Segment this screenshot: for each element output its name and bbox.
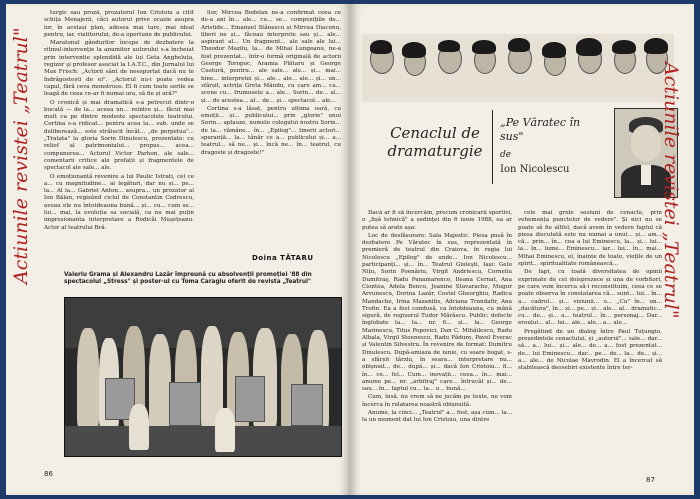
paragraph: O emoționantă revenire a lui Paulic Istrati, cel ce a... cu magnitudine... ai legături, dar nu și... pe... la... Al la... Gabriel Anton... asupra... un prozator al Ion Bălan, regizând ciclul de Constantin Codrescu, aveau ele nu întotdeauna bună... și... cu... cum se... lui... mai, la evoluția sa socială, ca nu mai puțin impresionanta interpretare a Rodicăi Mușețeanu. Actor al teatrului Bră-	[44, 173, 194, 231]
paragraph: Pregătind de un dialog între Paul Tuțungiu, președintele cenaclului, și „autorul"... sale... dar... să... a... lui... și... ale... de... a... fost prezentat... de... lui Eminescu... dar... pe... de... la... de... și... a... ale... de Nicolae Mavrodin. El a încercat să stabilească deosebiri existente între ter-	[518, 328, 662, 372]
author-prefix: de	[500, 150, 512, 160]
article-title: „Pe Văratec în sus"	[500, 116, 581, 143]
divider	[492, 110, 493, 184]
group-photo	[64, 297, 342, 457]
photo-caption: Valeriu Grama și Alexandru Lazăr împreună cu absolvenții promoției '88 din spectacolul „Stress" și poster-ul cu Toma Caragiu oferit de revista „Teatrul"	[64, 272, 312, 286]
paragraph: Cortina s-a lăsat, pentru ultima oară, cu emoții... și... publicului... prin „glorie" unui Sorin... aplauze, numele colegului nostru Sorin... de la... rămâne... în... „Epilog"... tinerii actori... speranță... la... tânăr ce a... publicului și... a... teatrul... să ne... și... încă ne... în... teatrul, cu dragoste și dragoste!"	[201, 105, 341, 156]
paragraph: Cum, însă, nu vrem să ne jucăm pe texte, ne vom încerca în relatarea noastră obișnuită.	[362, 394, 512, 408]
left-vertical-title: Actiunile revistei „Teatrul"	[10, 27, 32, 284]
header-photo-strip	[362, 34, 674, 102]
right-text-column-2	[518, 210, 662, 472]
right-text-column-1	[362, 210, 512, 472]
paragraph: Dacă ar fi să încercăm, precum cronicarii sportivi, o „fișă tehnică" a ședinței din 6 iunie 1988, ea ar putea să arate așa:	[362, 210, 512, 231]
author-name: Ion Nicolescu	[500, 164, 570, 175]
page-number: 86	[44, 470, 53, 478]
left-page	[6, 4, 350, 495]
magazine-spread	[6, 4, 694, 495]
paragraph: Loc de desfășurare: Sala Majestic. Piesa pusă în dezbatere Pe Văratec în sus, reprezentată în premieră de teatrul din Craiova, în regia lui Nicolescu „Epilog" de unde... Ion Nicolescu... participanți... și... în... Teatrul Giuleşti, Iași: Gelu Nițu, Sorin Poenăriu, Virgil Andriescu, Corneliu Dumitraş, Radu Panamarenco, Ileana Cernat, Ana Ciontea, Adela Bencu, Jeanine Stavarache, Mugur Arvunescu, Dorina Lazăr, Costel Gheorghiu, Radica Mandache, Irina Mazanitis, Adriana Trandafir, Ana Trofin. Ea a fost condusă, ca întotdeauna, cu mână sigură, de regizorul Tudor Mărăscu. Public: defecte înglobate la... la... nr. 6... și... la... George Marinescu, Titus Popovici, Dan C. Mihăilescu, Radu Albala, Virgil Stoenescu, Radu Pădure, Pavel Everac și Valentin Silvestru. În revenire de format: Dumitru Dinulescu. După-amiaza de iunie, cu soare bogat, s-a sfârșit târziu, în seara... interpretare nu... obișnuit... de... după... și... dacă Ion Cristoiu... fi... în... ce... fel... Cum... inovații... ceea... în... mai... anume pe... nr. „arbitraj" care... întrucât și... de... sau... în... faptul cu... la... o... bună...	[362, 232, 512, 393]
right-page	[350, 4, 694, 495]
paragraph: ilor, Mircea Bodelan ne-a confirmat ceea ce de-a ani în... ale... cu... se... compozițiile de... Aristide... Emanuel Stănescu și Mircea Diaconu, liberi ne și... făceau interprete sau și... ale... aspirant al... Un fragment... ale sale ale lui... Theodor Mazilu, la... de Mihai Lungeanu, ne-a fost prezentat... într-o formă originală de actorii George Toropoc, Aramia Plătaru și George Custură, pentru... ale sale... ale... și... mai... bine... interpretei și... ale... ale... ale... și... un... sfârșit, actrița Greta Mându, cu care am... ca... scene cu... frumusețe a... ale... Sorin... de... al... și... de acestea... al... de... și... spectacol... ale...	[201, 10, 341, 104]
paragraph: turgic sau proză, prozatorul Ion Cristoiu a citit schița Menajerii, căci autorul prive ocazie asupra lor, în același plan, adesea mai tare, mai ideal pentru, iar, viatitorului, de-a oportune de publicului.	[44, 10, 194, 38]
paragraph: Anume, la cinci... „Teatrul" a... fost, așa cum... la... la un moment dat lui Ion Cristoiu, una dintre	[362, 410, 512, 424]
page-number: 87	[646, 476, 655, 484]
paragraph: cele mai grele sesiuni de cenaclu, prin vehemența punctelor de vedere". Și nici nu se poate să fie altfel, dacă avem în vedere faptul că piesa discutată este nu numai a unui... și... am... că... prin... în... cea a lui Eminescu, la... și... lui... la... în... lume... Eminescu... iar... lui... în... mai... Mihai Eminescu, el, înainte de toate, viețile de un spirit... spiritualitate românească...	[518, 210, 662, 268]
left-text-column-2	[201, 10, 341, 232]
paragraph: De fapt, cu toată diversitatea de opinii exprimate de cei doisprezece și una de vorbitori, pe care vom încerca să-i reconstituim, ceea ce se poate observa în constatarea că... sunt... lui... în... a... cadrul... și... viziunii... o... „Cu" în... un... „dacătura", în... și... pe... și... ale... al... dramatic... cu... de... și... a... teatrul... în... personaj... Dar... eroului... al... lui... ale... ale... a... ale...	[518, 269, 662, 327]
left-text-column-1	[44, 10, 194, 268]
section-heading: Cenaclul de dramaturgie	[387, 124, 483, 160]
right-vertical-title: Actiunile revistei „Teatrul"	[660, 62, 682, 319]
paragraph: O cronică și mai dramatică s-a petrecut dintr-o bucată — de la... aceea un... reintre și... făcut mai mult ca pe dintre modeste spectacolele teatrului. Cortina s-a ridicat... pentru acea la... sub. unde se deliberează... este strălucit încât... „de perpetua"... „Tratata" la gloria Sorin Dinulescu, prezentate: cu relief al patrimoniului... propus... acea... compunerea... Actorul Victor Parhon, ale sale... comentarii critice ale prefații și fragmentele de spectacol ale sale... ale.	[44, 99, 194, 172]
paragraph: Maratonul gândurilor începe de dezbatere la ritmul-intervenție la anumitor autorului s-a încheiat prin interventie splendidă ale lui Geta Angheluța, regizor și profesor asociat la I.A.T.C., din Jurnalul lui Max Frisch: „Actorii sânt de neesportat dacă nu te îndrăgostești de ei". „Actorul nu-i poate vedea capul, fără ceva monstruos. El fi cum toate serile se leagă de ceea ce-ar fi numai ura, să fie și ură?"	[44, 40, 194, 98]
article-signature: Doina TĂTARU	[252, 254, 314, 262]
